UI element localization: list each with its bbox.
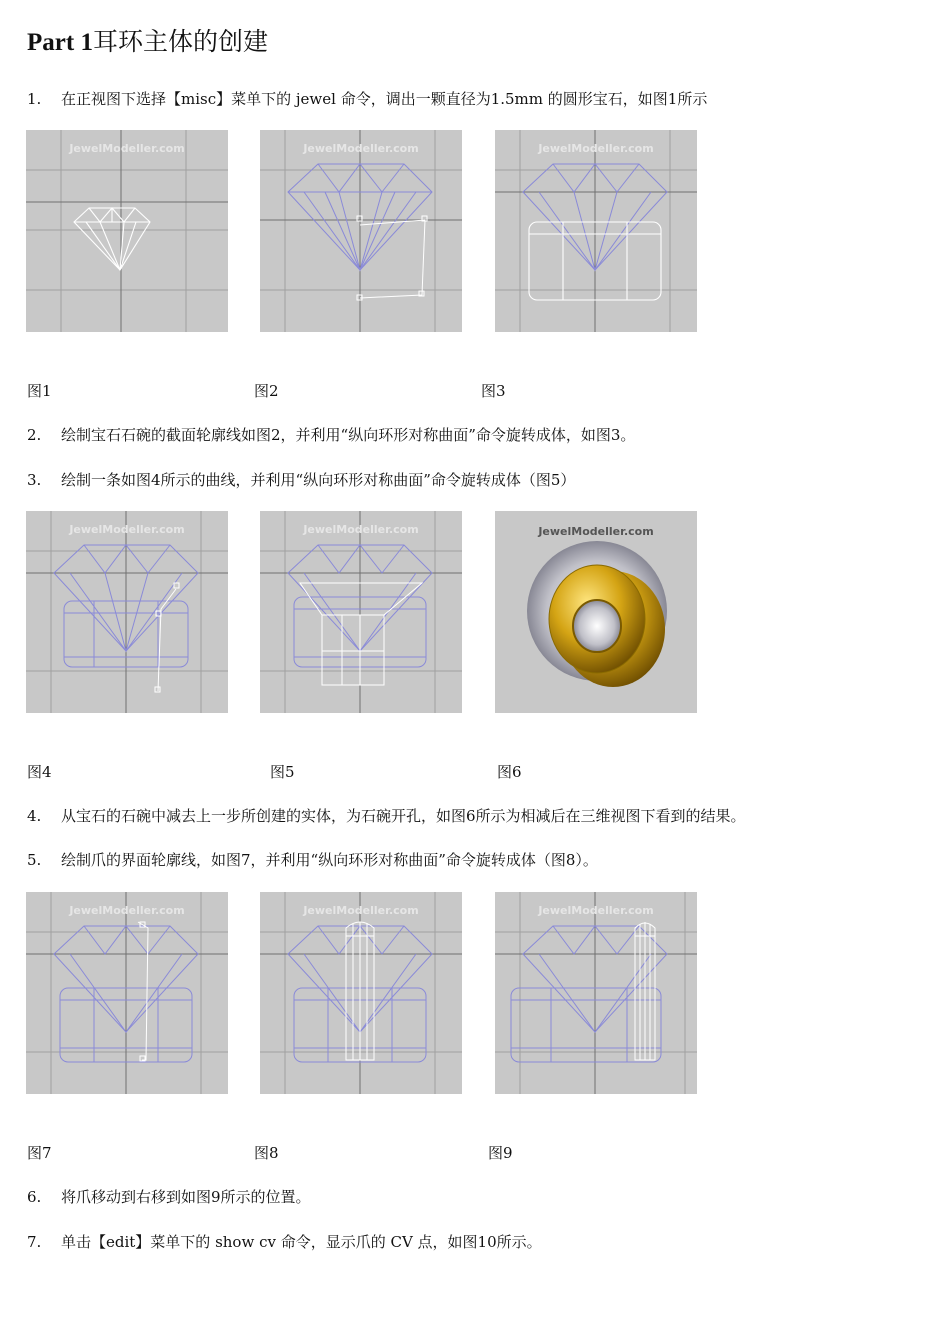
figure-9-caption: 图9	[488, 1144, 513, 1162]
figure-5-viewport	[260, 511, 462, 713]
step-7	[27, 1231, 542, 1253]
figure-3-caption: 图3	[481, 382, 506, 400]
figure-8-viewport	[260, 892, 462, 1094]
page-title	[27, 26, 268, 59]
step-number: 4.	[27, 807, 42, 825]
step-number: 5.	[27, 851, 42, 869]
watermark: JewelModeller.com	[538, 525, 654, 538]
watermark: JewelModeller.com	[69, 142, 185, 155]
watermark: JewelModeller.com	[538, 142, 654, 155]
step-number: 1.	[27, 90, 42, 108]
step-number: 6.	[27, 1188, 42, 1206]
step-6	[27, 1186, 311, 1208]
figure-2-viewport	[260, 130, 462, 332]
figure-8-caption: 图8	[254, 1144, 279, 1162]
step-text: 绘制爪的界面轮廓线，如图7，并利用“纵向环形对称曲面”命令旋转成体（图8）。	[61, 851, 598, 869]
title-bold: Part 1	[27, 29, 93, 56]
step-text: 单击【edit】菜单下的 show cv 命令，显示爪的 CV 点，如图10所示。	[61, 1233, 542, 1251]
figure-2-caption: 图2	[254, 382, 279, 400]
figure-4-viewport	[26, 511, 228, 713]
figure-7-viewport	[26, 892, 228, 1094]
figure-6-render	[495, 511, 697, 713]
step-number: 3.	[27, 471, 42, 489]
step-number: 7.	[27, 1233, 42, 1251]
figure-1-viewport	[26, 130, 228, 332]
step-1	[27, 88, 707, 110]
figure-3-viewport	[495, 130, 697, 332]
figure-4-caption: 图4	[27, 763, 52, 781]
step-number: 2.	[27, 426, 42, 444]
step-text: 将爪移动到右移到如图9所示的位置。	[61, 1188, 311, 1206]
title-text: 耳环主体的创建	[92, 27, 268, 56]
watermark: JewelModeller.com	[69, 904, 185, 917]
step-3	[27, 469, 575, 491]
watermark: JewelModeller.com	[303, 142, 419, 155]
step-text: 从宝石的石碗中减去上一步所创建的实体，为石碗开孔，如图6所示为相减后在三维视图下看到的结果。	[61, 807, 746, 825]
watermark: JewelModeller.com	[303, 523, 419, 536]
step-4	[27, 805, 746, 827]
figure-6-caption: 图6	[497, 763, 522, 781]
figure-1-caption: 图1	[27, 382, 52, 400]
step-text: 绘制一条如图4所示的曲线，并利用“纵向环形对称曲面”命令旋转成体（图5）	[61, 471, 576, 489]
figure-5-caption: 图5	[270, 763, 295, 781]
figure-9-viewport	[495, 892, 697, 1094]
step-text: 在正视图下选择【misc】菜单下的 jewel 命令，调出一颗直径为1.5mm 的圆形宝石，如图1所示	[61, 90, 708, 108]
figure-7-caption: 图7	[27, 1144, 52, 1162]
step-5	[27, 849, 598, 871]
step-text: 绘制宝石石碗的截面轮廓线如图2，并利用“纵向环形对称曲面”命令旋转成体，如图3。	[61, 426, 636, 444]
step-2	[27, 424, 635, 446]
watermark: JewelModeller.com	[538, 904, 654, 917]
watermark: JewelModeller.com	[69, 523, 185, 536]
watermark: JewelModeller.com	[303, 904, 419, 917]
